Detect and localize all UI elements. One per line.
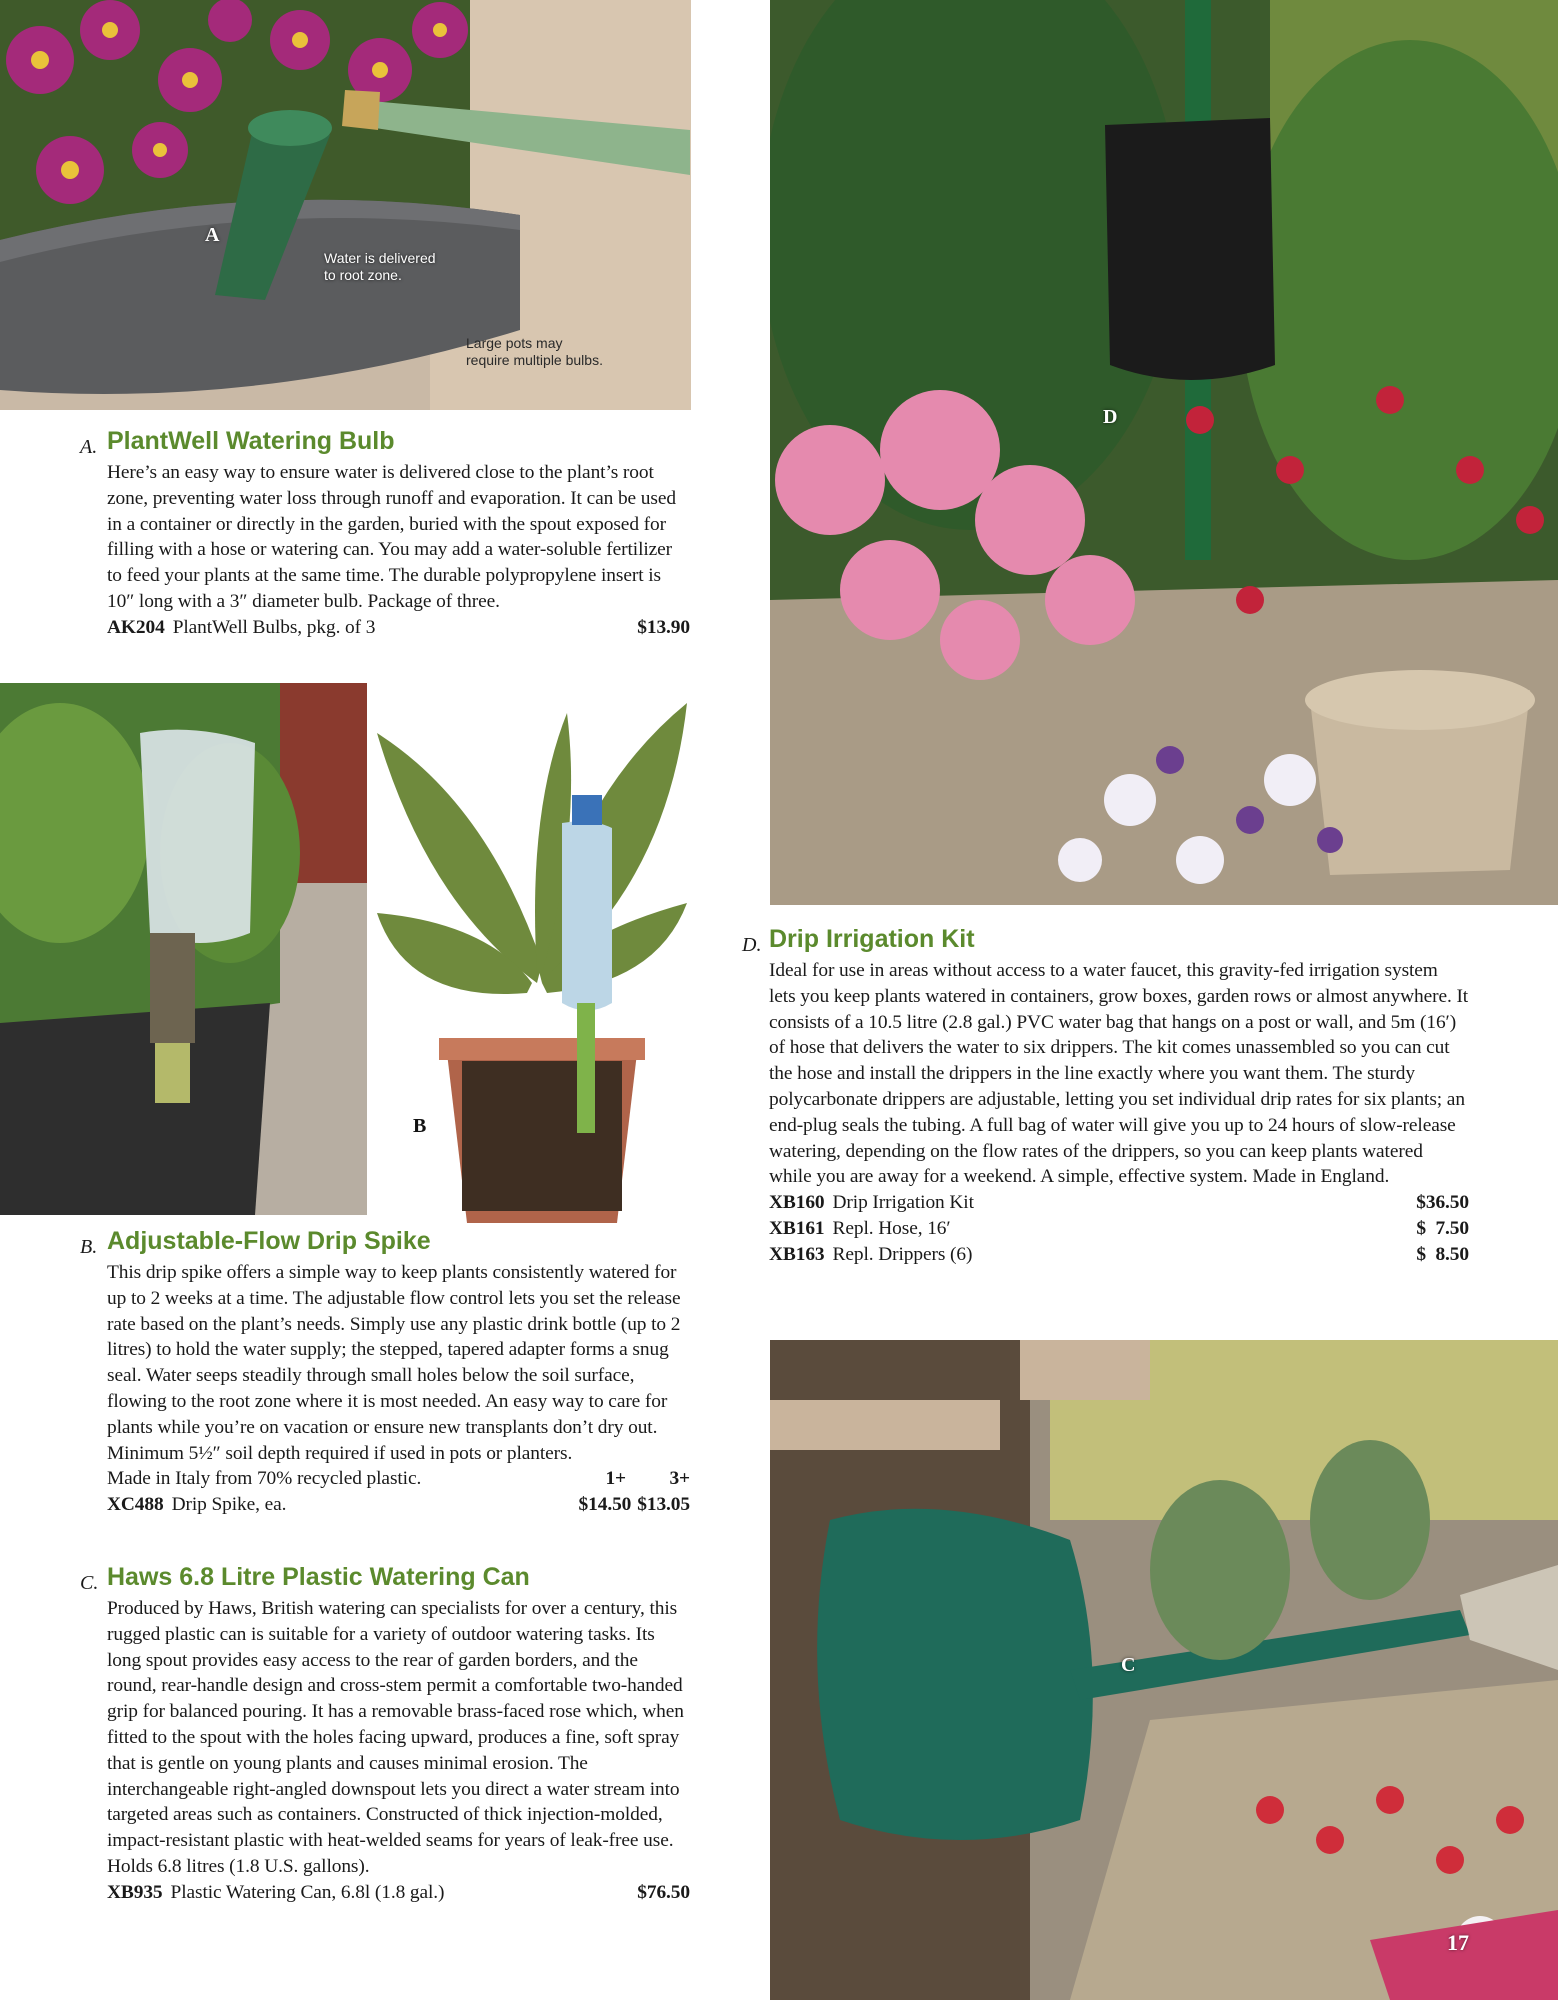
sku-code: XB163 (769, 1243, 825, 1265)
sku-price-qty-3: $13.05 (637, 1494, 690, 1516)
sku-name: Plastic Watering Can, 6.8l (1.8 gal.) (170, 1881, 445, 1903)
product-a-title: PlantWell Watering Bulb (107, 427, 395, 455)
photo-drip-irrigation (770, 0, 1558, 905)
sku-name: Repl. Drippers (6) (832, 1243, 973, 1265)
product-plantwell-bulb (80, 426, 690, 641)
sku-row (107, 1880, 690, 1906)
product-haws-watering-can (80, 1562, 690, 1906)
photo-b-label: B (413, 1115, 427, 1137)
product-b-letter: B. (80, 1236, 98, 1258)
sku-code: XB161 (769, 1217, 825, 1239)
product-c-letter: C. (80, 1572, 99, 1594)
sku-price: $13.90 (637, 616, 690, 638)
sku-row (769, 1190, 1469, 1216)
page-number: 17 (1447, 1930, 1469, 1955)
sku-price-qty-1: $14.50 (578, 1494, 632, 1516)
sku-price: $ 8.50 (1416, 1243, 1469, 1265)
product-drip-irrigation-kit (742, 924, 1476, 1268)
product-d-title: Drip Irrigation Kit (769, 925, 975, 953)
product-b-made-in-row (107, 1466, 690, 1492)
sku-code: XB160 (769, 1192, 825, 1214)
qty-3-header: 3+ (669, 1468, 690, 1490)
sku-code: XC488 (107, 1494, 164, 1516)
sku-name: Drip Irrigation Kit (832, 1192, 974, 1214)
sku-name: PlantWell Bulbs, pkg. of 3 (172, 616, 376, 638)
product-b-made-in: Made in Italy from 70% recycled plastic. (107, 1468, 422, 1490)
caption-large-pots: Large pots may require multiple bulbs. (466, 335, 603, 368)
product-c-title: Haws 6.8 Litre Plastic Watering Can (107, 1563, 530, 1591)
qty-1-header: 1+ (605, 1468, 626, 1490)
photo-a-label: A (205, 224, 220, 246)
sku-price: $ 7.50 (1416, 1217, 1469, 1239)
product-d-description: Ideal for use in areas without access to a water faucet, this gravity-fed irrigation system lets you keep plants watered in containers, grow boxes, garden rows or almost anywhere. It consists of a 10.5 litre (2.8 gal.) PVC water bag that hangs on a post or wall, and 5m (16′) of hose that delivers the water to six drippers. The kit comes unassembled so you can cut the hose and install the drippers in the line exactly where you want them. The sturdy polycarbonate drippers are adjustable, letting you set individual drip rates for six plants; an end-plug seals the tubing. A full bag of water will give you up to 24 hours of slow-release watering, depending on the flow rates of the drippers, so you can keep plants watered while you are away for a weekend. A simple, effective system. Made in England. (769, 960, 1469, 1188)
sku-price: $76.50 (637, 1881, 690, 1903)
sku-code: XB935 (107, 1881, 163, 1903)
photo-watering-can (770, 1340, 1558, 2000)
sku-row (107, 1492, 690, 1518)
product-d-letter: D. (742, 934, 762, 956)
photo-drip-spike-studio (367, 683, 691, 1228)
photo-c-label: C (1121, 1654, 1136, 1676)
sku-name: Drip Spike, ea. (171, 1494, 287, 1516)
product-a-sku-list (107, 615, 690, 641)
caption-root-zone: Water is delivered to root zone. (324, 250, 436, 283)
product-drip-spike (80, 1226, 690, 1518)
sku-row (769, 1242, 1469, 1268)
sku-row (769, 1216, 1469, 1242)
sku-name: Repl. Hose, 16′ (832, 1217, 951, 1239)
product-c-description: Produced by Haws, British watering can specialists for over a century, this rugged plastic can is suitable for a variety of outdoor watering tasks. Its long spout provides easy access to the rear of garden borders, and the round, rear-handle design and cross-stem permit a comfortable two-handed grip for balanced pouring. It has a removable brass-faced rose which, when fitted to the spout with the holes facing upward, produces a fine, soft spray that is gentle on young plants and causes minimal erosion. The interchangeable right-angled downspout lets you direct a water stream into targeted areas such as containers. Constructed of thick injection-molded, impact-resistant plastic with heat-welded seams for years of leak-free use. Holds 6.8 litres (1.8 U.S. gallons). (107, 1598, 684, 1877)
sku-code: AK204 (107, 616, 165, 638)
photo-d-label: D (1103, 406, 1118, 428)
sku-row (107, 615, 690, 641)
product-a-letter: A. (80, 436, 98, 458)
photo-drip-spike-planter (0, 683, 367, 1215)
product-a-description: Here’s an easy way to ensure water is delivered close to the plant’s root zone, preventing water loss through runoff and evaporation. It can be used in a container or directly in the garden, buried with the spout exposed for filling with a hose or watering can. You may add a water-soluble fertilizer to feed your plants at the same time. The durable polypropylene insert is 10″ long with a 3″ diameter bulb. Package of three. (107, 462, 676, 612)
sku-price: $36.50 (1416, 1192, 1469, 1214)
product-b-description: This drip spike offers a simple way to keep plants consistently watered for up to 2 weeks at a time. The adjustable flow control lets you set the release rate based on the plant’s needs. Simply use any plastic drink bottle (up to 2 litres) to hold the water supply; the stepped, tapered adapter forms a snug seal. Water seeps steadily through small holes below the soil surface, flowing to the root zone where it is most needed. An easy way to care for plants while you’re on vacation or ensure new transplants don’t dry out. Minimum 5½″ soil depth required if used in pots or planters. (107, 1262, 681, 1464)
product-b-title: Adjustable-Flow Drip Spike (107, 1227, 431, 1255)
